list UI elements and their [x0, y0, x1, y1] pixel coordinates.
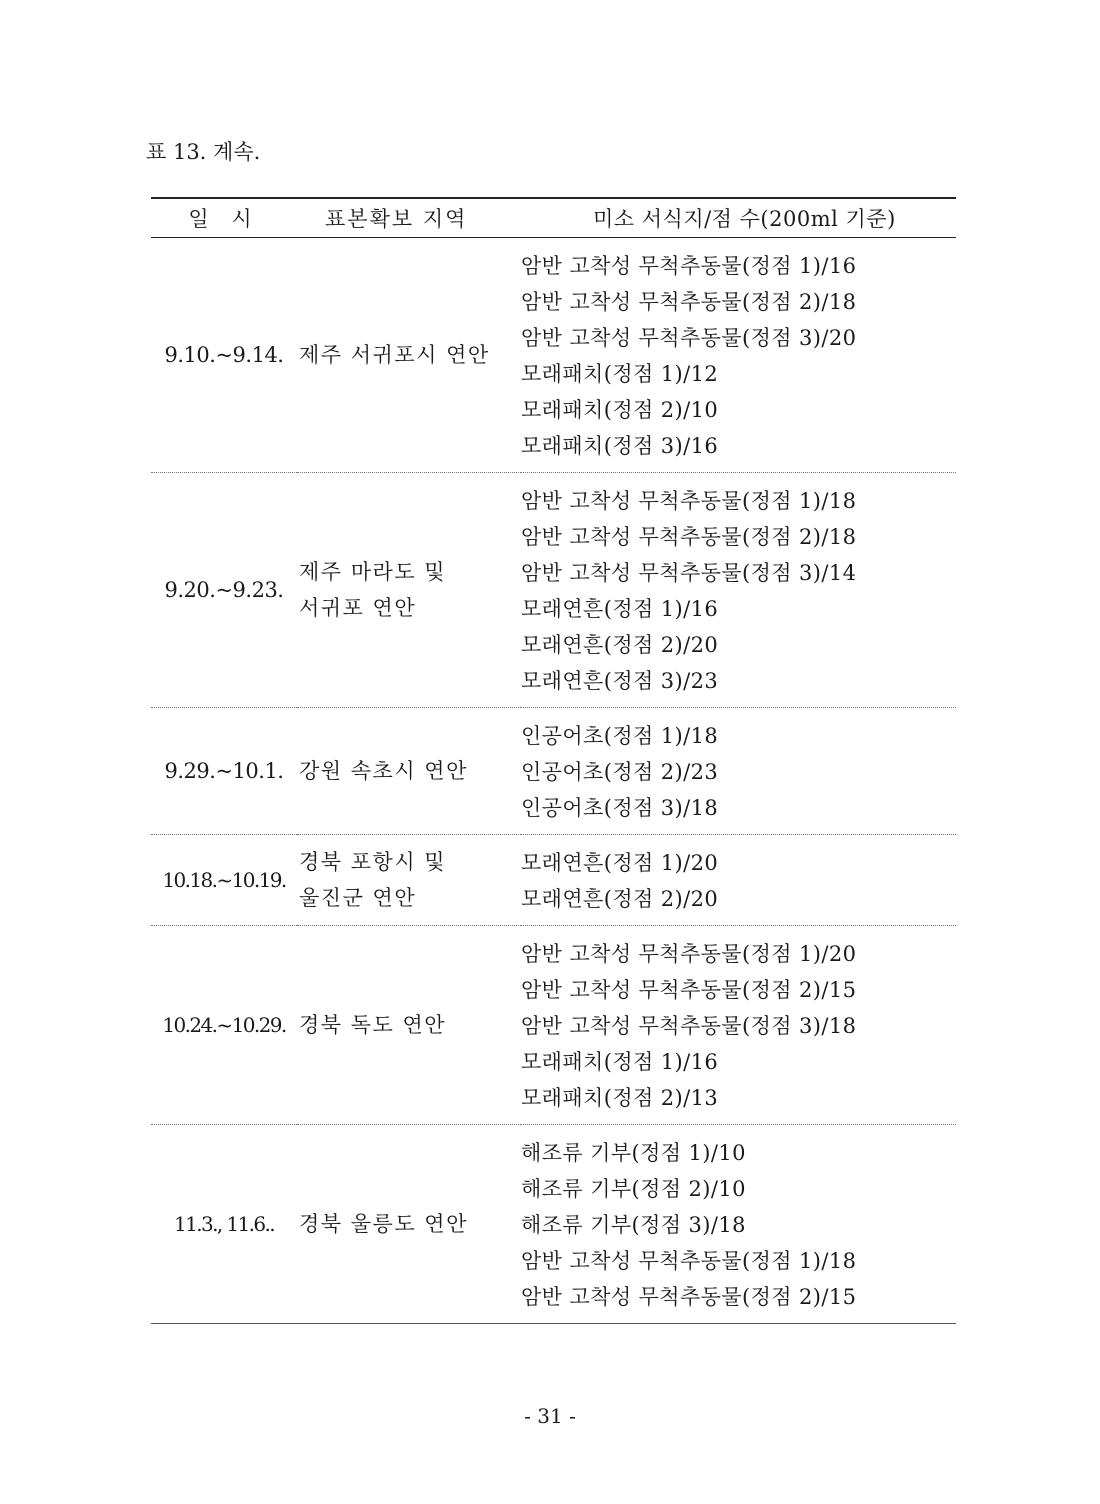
- header-date: 일 시: [188, 207, 260, 231]
- items-cell: [521, 473, 956, 708]
- items-cell: [521, 926, 956, 1125]
- table-caption: 표 13. 계속.: [146, 140, 261, 164]
- table-row: [151, 238, 956, 473]
- location-cell: [297, 473, 521, 708]
- microhabitat-item: 암반 고착성 무척추동물(정점 3)/20: [521, 326, 857, 350]
- location-cell: [297, 835, 521, 926]
- items-cell: [521, 238, 956, 473]
- microhabitat-item: 암반 고착성 무척추동물(정점 1)/20: [521, 942, 857, 966]
- table-header: [151, 198, 956, 238]
- microhabitat-item: 모래패치(정점 2)/10: [521, 398, 719, 422]
- page-number: - 31 -: [524, 1404, 576, 1428]
- header-items: 미소 서식지/점 수(200ml 기준): [593, 207, 896, 231]
- microhabitat-item: 암반 고착성 무척추동물(정점 3)/18: [521, 1014, 857, 1038]
- microhabitat-item: 인공어초(정점 2)/23: [521, 760, 719, 784]
- date-cell: 11.3., 11.6..: [173, 1212, 275, 1236]
- microhabitat-item: 모래연흔(정점 1)/16: [521, 597, 719, 621]
- table-row: [151, 473, 956, 708]
- microhabitat-item: 모래연흔(정점 2)/20: [521, 887, 719, 911]
- items-cell: [521, 708, 956, 835]
- microhabitat-item: 인공어초(정점 3)/18: [521, 796, 719, 820]
- location-line: 제주 서귀포시 연안: [299, 343, 490, 367]
- microhabitat-item: 암반 고착성 무척추동물(정점 3)/14: [521, 561, 857, 585]
- microhabitat-item: 해조류 기부(정점 3)/18: [521, 1213, 746, 1237]
- location-cell: [297, 708, 521, 835]
- table-row: [151, 708, 956, 835]
- date-cell: 10.18.~10.19.: [162, 868, 286, 892]
- microhabitat-item: 모래패치(정점 2)/13: [521, 1086, 719, 1110]
- microhabitat-item: 암반 고착성 무척추동물(정점 1)/16: [521, 254, 857, 278]
- location-cell: [297, 238, 521, 473]
- microhabitat-item: 모래패치(정점 3)/16: [521, 434, 719, 458]
- microhabitat-item: 모래패치(정점 1)/12: [521, 362, 719, 386]
- microhabitat-item: 암반 고착성 무척추동물(정점 2)/15: [521, 978, 857, 1002]
- date-cell: 9.10.~9.14.: [164, 343, 284, 367]
- location-line: 경북 독도 연안: [299, 1013, 447, 1037]
- microhabitat-item: 암반 고착성 무척추동물(정점 2)/18: [521, 525, 857, 549]
- microhabitat-item: 모래패치(정점 1)/16: [521, 1050, 719, 1074]
- microhabitat-item: 암반 고착성 무척추동물(정점 1)/18: [521, 489, 857, 513]
- header-location: 표본확보 지역: [325, 207, 468, 231]
- location-line: 강원 속초시 연안: [299, 759, 468, 783]
- location-line: 울진군 연안: [299, 886, 417, 910]
- location-cell: [297, 1125, 521, 1324]
- items-cell: [521, 1125, 956, 1324]
- location-line: 경북 포항시 및: [299, 850, 447, 874]
- sampling-table: [151, 197, 956, 1324]
- microhabitat-item: 해조류 기부(정점 2)/10: [521, 1177, 746, 1201]
- location-cell: [297, 926, 521, 1125]
- table-row: [151, 835, 956, 926]
- table-body: [151, 238, 956, 1324]
- microhabitat-item: 모래연흔(정점 1)/20: [521, 851, 719, 875]
- date-cell: 10.24.~10.29.: [162, 1013, 286, 1037]
- microhabitat-item: 암반 고착성 무척추동물(정점 2)/15: [521, 1285, 857, 1309]
- header-row: [151, 198, 956, 238]
- location-line: 제주 마라도 및: [299, 560, 447, 584]
- date-cell: 9.20.~9.23.: [164, 578, 284, 602]
- table-row: [151, 1125, 956, 1324]
- microhabitat-item: 모래연흔(정점 3)/23: [521, 669, 719, 693]
- microhabitat-item: 인공어초(정점 1)/18: [521, 724, 719, 748]
- microhabitat-item: 암반 고착성 무척추동물(정점 2)/18: [521, 290, 857, 314]
- table-row: [151, 926, 956, 1125]
- location-line: 서귀포 연안: [299, 596, 417, 620]
- microhabitat-item: 암반 고착성 무척추동물(정점 1)/18: [521, 1249, 857, 1273]
- items-cell: [521, 835, 956, 926]
- microhabitat-item: 해조류 기부(정점 1)/10: [521, 1141, 746, 1165]
- microhabitat-item: 모래연흔(정점 2)/20: [521, 633, 719, 657]
- location-line: 경북 울릉도 연안: [299, 1212, 468, 1236]
- date-cell: 9.29.~10.1.: [164, 759, 284, 783]
